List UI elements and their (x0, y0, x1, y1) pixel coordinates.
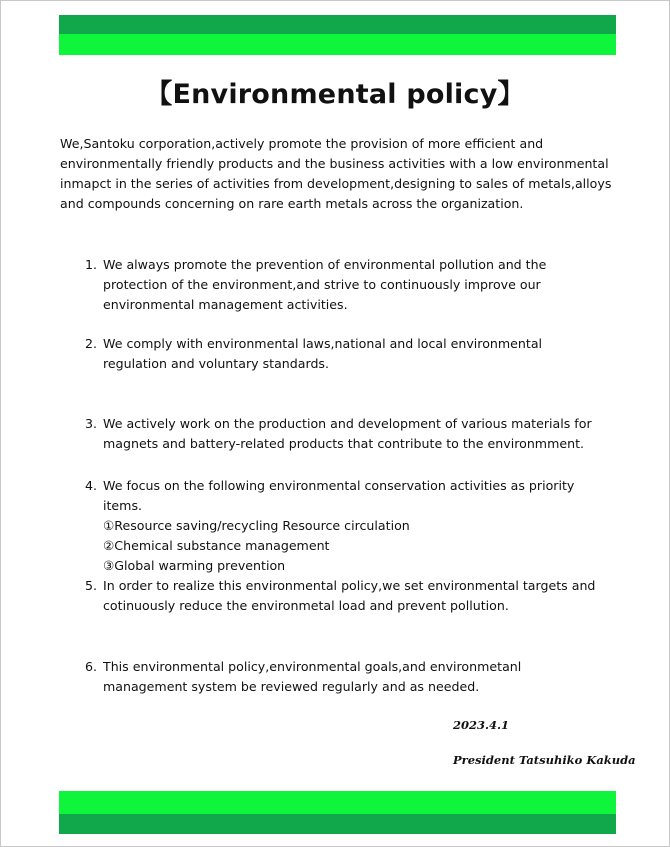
item-text: We focus on the following environmental conservation activities as priority items. (103, 478, 575, 513)
signature-president: President Tatsuhiko Kakuda (453, 753, 636, 767)
intro-paragraph: We,Santoku corporation,actively promote the provision of more efficient and environmentally friendly products and the business activities with a low environmental inmapct in the series of activities from development,designing to sales of metals,alloys and compounds concerning on rare earth metals across the organization. (60, 136, 612, 211)
item-number: 2. (85, 336, 98, 351)
item-number: 4. (85, 478, 98, 493)
item-number: 6. (85, 659, 98, 674)
policy-item-4 (85, 476, 605, 576)
item-text: This environmental policy,environmental goals,and environmetanl management system be reviewed regularly and as needed. (103, 659, 522, 694)
policy-item-3 (85, 414, 605, 454)
top-band-dark (59, 15, 616, 34)
policy-item-5 (85, 576, 605, 616)
item-text: In order to realize this environmental policy,we set environmental targets and cotinuously reduce the environmetal load and prevent pollution. (103, 578, 596, 613)
item-number: 1. (85, 257, 98, 272)
item-number: 5. (85, 578, 98, 593)
subitem-chemical-management: ②Chemical substance management (103, 538, 330, 553)
bottom-band-light (59, 791, 616, 814)
policy-item-6 (85, 657, 605, 697)
subitem-global-warming: ③Global warming prevention (103, 558, 286, 573)
item-number: 3. (85, 416, 98, 431)
page-title: 【Environmental policy】 (145, 79, 525, 110)
signature-date: 2023.4.1 (453, 718, 510, 732)
policy-item-2 (85, 334, 605, 374)
policy-item-1 (85, 255, 605, 315)
item-text: We comply with environmental laws,national and local environmental regulation and voluntary standards. (103, 336, 543, 371)
subitem-resource-saving: ①Resource saving/recycling Resource circulation (103, 518, 410, 533)
item-text: We actively work on the production and development of various materials for magnets and battery-related products that contribute to the environmment. (103, 416, 592, 451)
item-text: We always promote the prevention of environmental pollution and the protection of the environment,and strive to continuously improve our environmental management activities. (103, 257, 547, 312)
top-band-light (59, 34, 616, 55)
bottom-band-dark (59, 814, 616, 834)
